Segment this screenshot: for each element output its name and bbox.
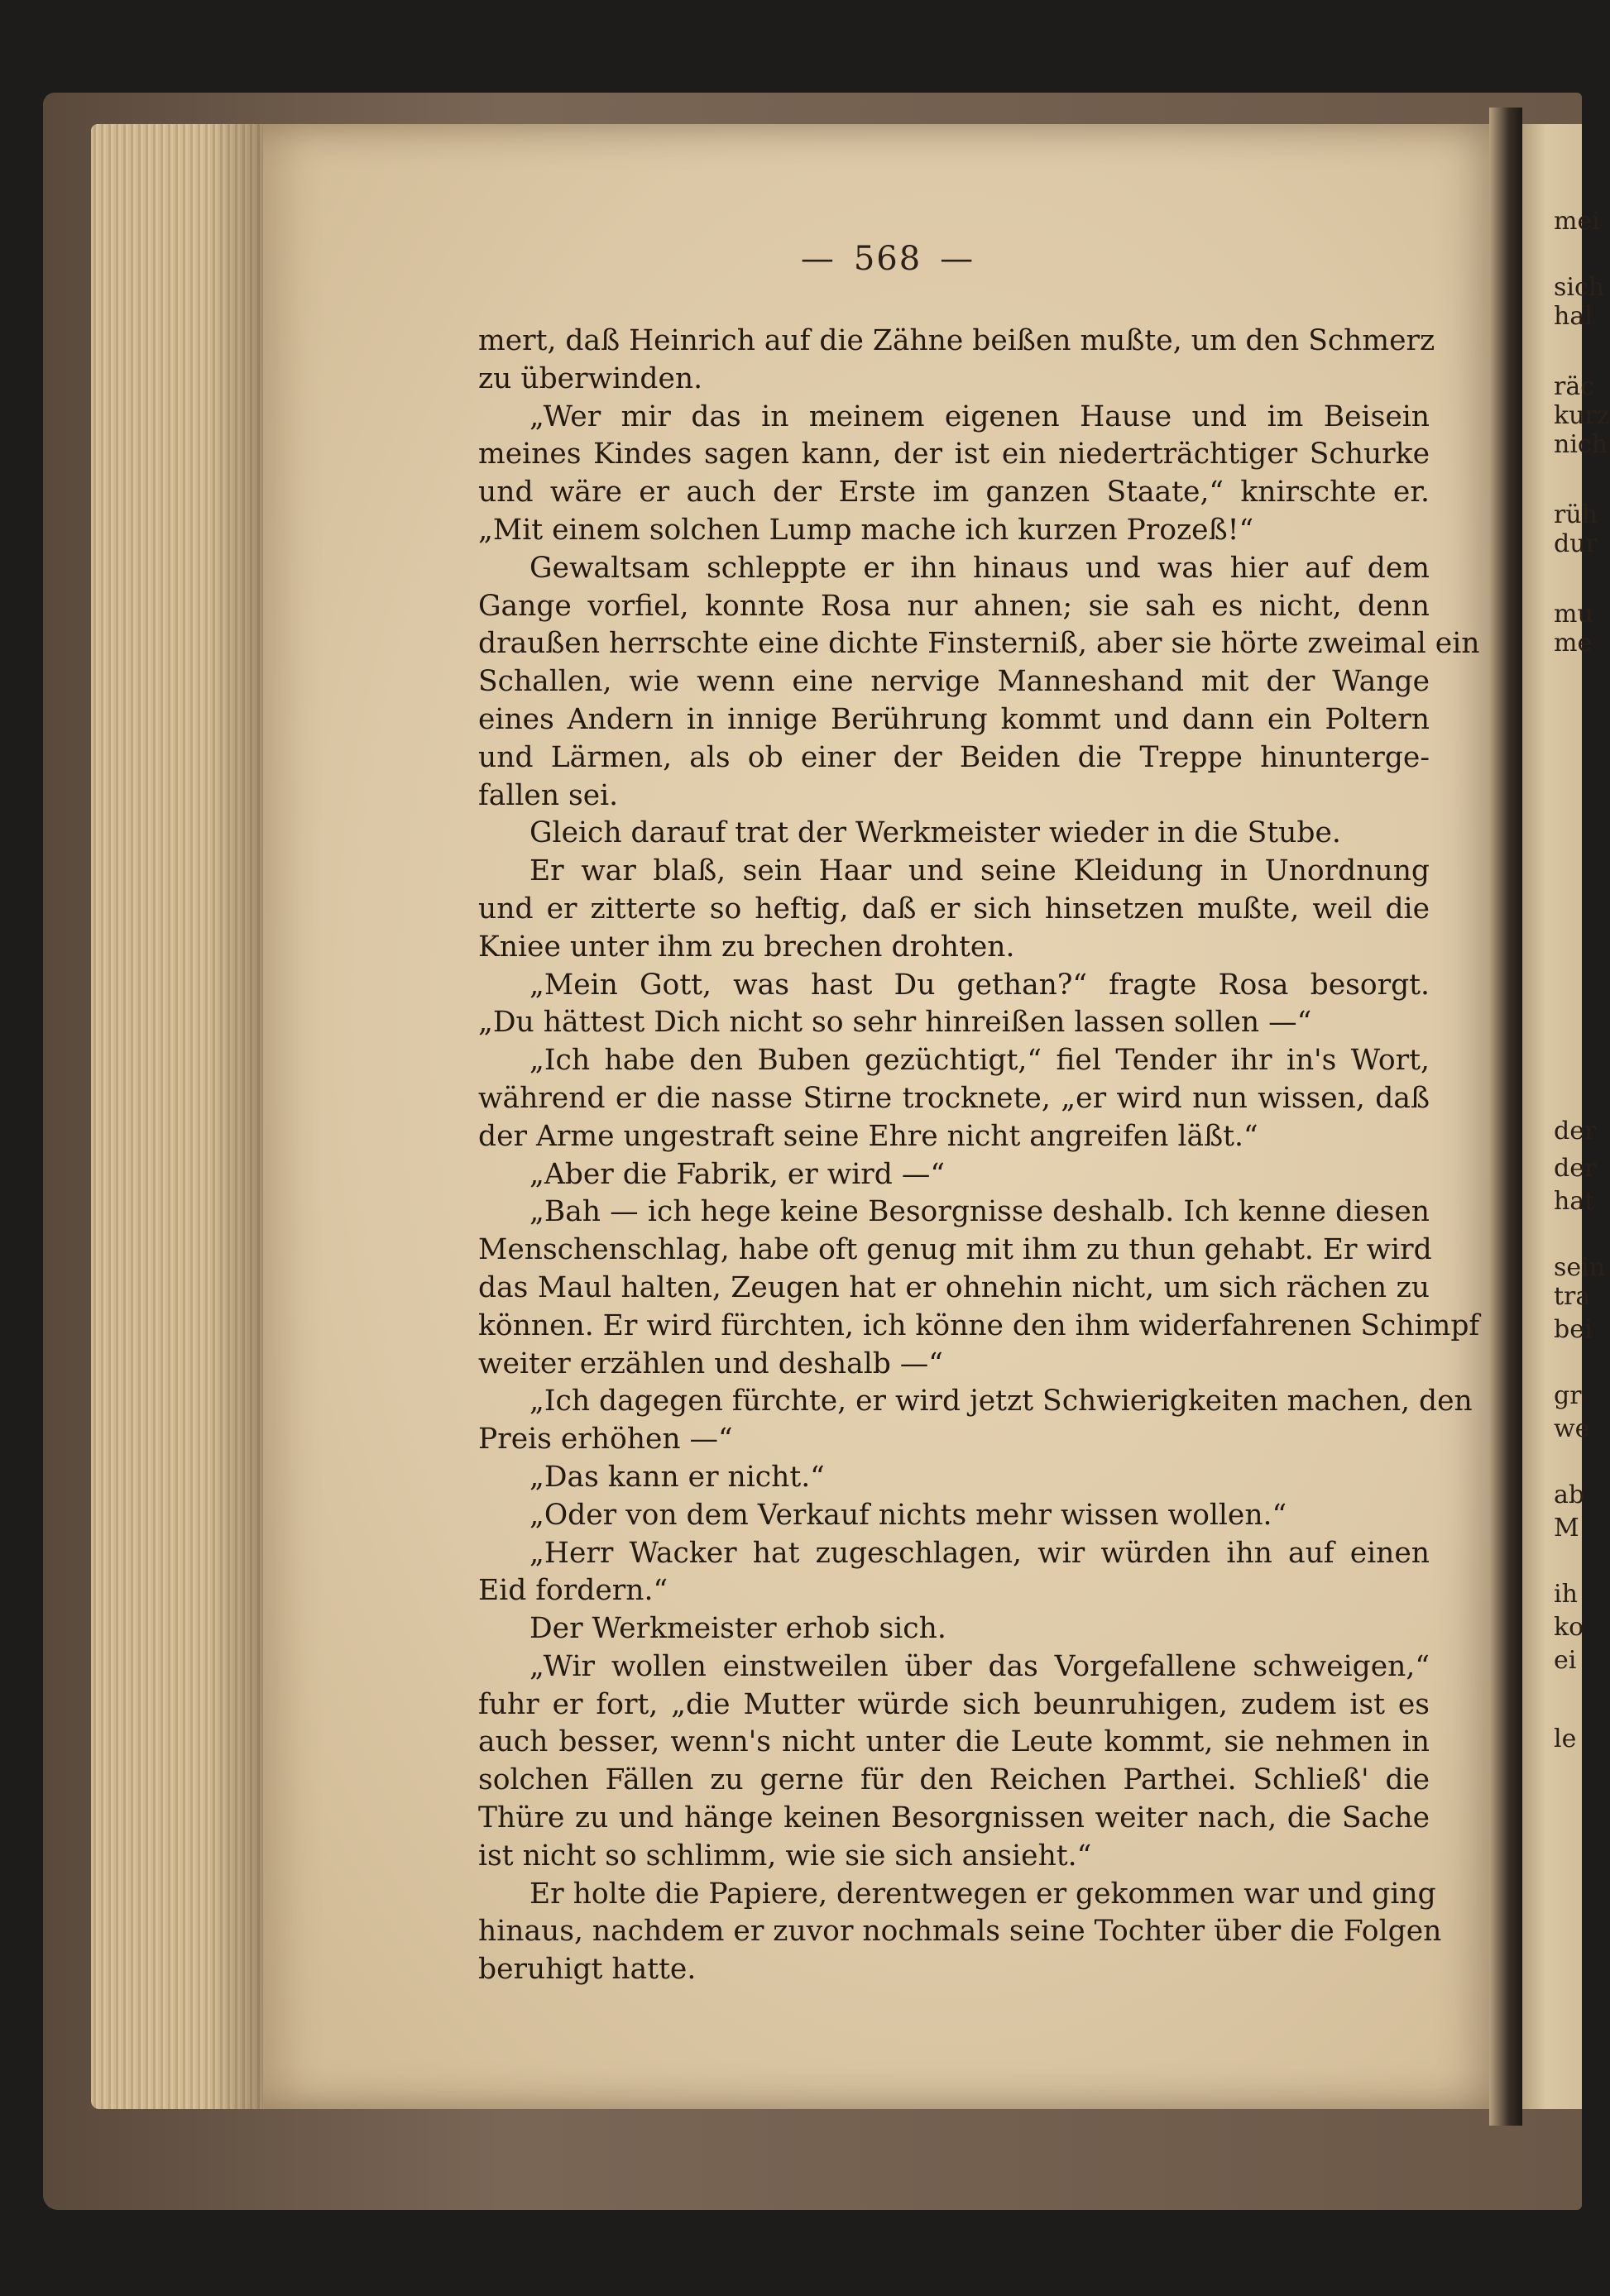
facing-page-fragment: M [1554, 1514, 1579, 1543]
text-line: weiter erzählen und deshalb —“ [478, 1347, 943, 1380]
text-line: hinaus, nachdem er zuvor nochmals seine Tochter über die Folgen [478, 1915, 1442, 1949]
book-gutter [1489, 108, 1522, 2126]
text-line: „Mein Gott, was hast Du gethan?“ fragte Rosa besorgt. [529, 968, 1430, 1002]
text-line: und wäre er auch der Erste im ganzen Staate,“ knirschte er. [478, 476, 1430, 509]
text-line: und Lärmen, als ob einer der Beiden die Treppe hinunterge- [478, 740, 1430, 774]
facing-page-fragment: nich [1554, 430, 1608, 459]
text-line: Gewaltsam schleppte er ihn hinaus und was hier auf dem [529, 551, 1430, 585]
text-line: „Ich dagegen fürchte, er wird jetzt Schwierigkeiten machen, den [529, 1385, 1473, 1418]
text-line: beruhigt hatte. [478, 1953, 697, 1987]
facing-page-fragment: bei [1554, 1315, 1593, 1344]
header-dash-left: — [800, 240, 836, 278]
text-line: „Bah — ich hege keine Besorgnisse deshalb. Ich kenne diesen [529, 1195, 1430, 1229]
facing-page-fragment: tra [1554, 1282, 1591, 1311]
facing-page-fragment: sich [1554, 273, 1605, 302]
text-line: Eid fordern.“ [478, 1574, 668, 1608]
facing-page-fragment: der [1554, 1154, 1597, 1183]
text-line: „Du hättest Dich nicht so sehr hinreißen lassen sollen —“ [478, 1006, 1312, 1040]
text-line: mert, daß Heinrich auf die Zähne beißen mußte, um den Schmerz [478, 324, 1435, 357]
text-line: „Herr Wacker hat zugeschlagen, wir würden ihn auf einen [529, 1536, 1430, 1570]
text-line: auch besser, wenn's nicht unter die Leute kommt, sie nehmen in [478, 1725, 1430, 1759]
text-line: eines Andern in innige Berührung kommt und dann ein Poltern [478, 702, 1430, 736]
text-line: Gleich darauf trat der Werkmeister wieder in die Stube. [529, 816, 1341, 850]
facing-page-fragment: dur [1554, 529, 1598, 558]
text-line: fallen sei. [478, 778, 619, 812]
facing-page-fragment: le [1554, 1724, 1577, 1753]
facing-page-fragment: räc [1554, 372, 1595, 401]
text-line: Er war blaß, sein Haar und seine Kleidung in Unordnung [529, 854, 1430, 888]
text-line: „Das kann er nicht.“ [529, 1460, 825, 1494]
text-line: Menschenschlag, habe oft genug mit ihm zu thun gehabt. Er wird [478, 1233, 1432, 1267]
text-line: Thüre zu und hänge keinen Besorgnissen weiter nach, die Sache [478, 1801, 1430, 1835]
facing-page-fragment: hal [1554, 302, 1593, 331]
text-line: meines Kindes sagen kann, der ist ein niederträchtiger Schurke [478, 438, 1430, 471]
text-line: „Aber die Fabrik, er wird —“ [529, 1157, 945, 1191]
text-line: und er zitterte so heftig, daß er sich hinsetzen mußte, weil die [478, 892, 1430, 926]
text-line: Gange vorfiel, konnte Rosa nur ahnen; sie sah es nicht, denn [478, 589, 1430, 623]
facing-page-fragment: der [1554, 1117, 1597, 1146]
text-line: der Arme ungestraft seine Ehre nicht angreifen läßt.“ [478, 1119, 1258, 1153]
text-line: „Wer mir das in meinem eigenen Hause und im Beisein [529, 399, 1430, 433]
text-line: Schallen, wie wenn eine nervige Manneshand mit der Wange [478, 665, 1430, 699]
text-line: Kniee unter ihm zu brechen drohten. [478, 930, 1015, 964]
page-header [263, 240, 1512, 278]
text-line: solchen Fällen zu gerne für den Reichen Parthei. Schließ' die [478, 1763, 1430, 1797]
text-line: „Oder von dem Verkauf nichts mehr wissen wollen.“ [529, 1498, 1287, 1532]
text-line: können. Er wird fürchten, ich könne den ihm widerfahrenen Schimpf [478, 1308, 1480, 1342]
text-line: fuhr er fort, „die Mutter würde sich beunruhigen, zudem ist es [478, 1687, 1430, 1721]
facing-page-fragment: rüh [1554, 500, 1598, 529]
text-line: ist nicht so schlimm, wie sie sich ansieht.“ [478, 1839, 1092, 1873]
text-line: Der Werkmeister erhob sich. [529, 1612, 946, 1646]
page-text-block [478, 323, 1480, 1989]
facing-page-fragment: we [1554, 1414, 1590, 1443]
facing-page-fragment: mei [1554, 207, 1600, 236]
text-line: „Wir wollen einstweilen über das Vorgefallene schweigen,“ [529, 1649, 1430, 1683]
text-line: „Ich habe den Buben gezüchtigt,“ fiel Tender ihr in's Wort, [529, 1044, 1430, 1078]
book-page [263, 124, 1512, 2109]
facing-page-fragment: ei [1554, 1646, 1577, 1675]
facing-page-fragment: gr [1554, 1381, 1582, 1410]
text-line: Er holte die Papiere, derentwegen er gekommen war und ging [529, 1877, 1436, 1911]
text-line: während er die nasse Stirne trocknete, „er wird nun wissen, daß [478, 1081, 1430, 1115]
header-dash-right: — [940, 240, 975, 278]
page-edge-shadow [207, 124, 265, 2109]
text-line: das Maul halten, Zeugen hat er ohnehin nicht, um sich rächen zu [478, 1270, 1430, 1304]
text-line: Preis erhöhen —“ [478, 1423, 733, 1457]
facing-page-fragment: ko [1554, 1613, 1584, 1642]
facing-page-fragment: sein [1554, 1253, 1606, 1282]
text-line: draußen herrschte eine dichte Finsterniß, aber sie hörte zweimal ein [478, 627, 1480, 661]
facing-page-fragment: hat [1554, 1187, 1595, 1216]
facing-page-fragment: kurz [1554, 401, 1610, 430]
facing-page-fragment: ih [1554, 1580, 1578, 1609]
facing-page-fragment: mu [1554, 600, 1593, 629]
text-line: „Mit einem solchen Lump mache ich kurzen Prozeß!“ [478, 513, 1254, 547]
facing-page-fragment: me [1554, 629, 1593, 658]
text-line: zu überwinden. [478, 361, 703, 395]
page-number: 568 [853, 240, 922, 278]
facing-page-edge [1522, 124, 1610, 2109]
facing-page-fragment: ab [1554, 1480, 1585, 1509]
